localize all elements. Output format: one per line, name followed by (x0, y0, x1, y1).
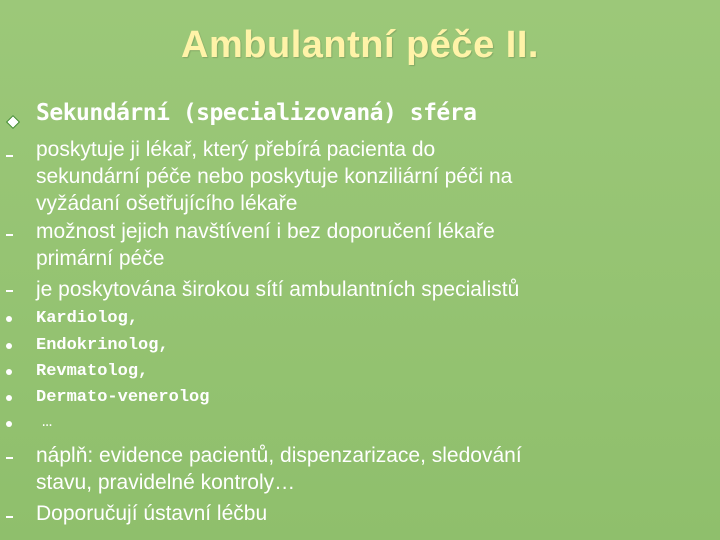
round-bullet-icon (6, 369, 12, 375)
list-item-line: poskytuje ji lékař, který přebírá pacienta do (36, 138, 436, 161)
section-heading (0, 100, 720, 136)
round-bullet-icon (6, 316, 12, 322)
specialist-item: Endokrinolog, (36, 336, 169, 355)
list-item-line: možnost jejich navštívení i bez doporučení lékaře (36, 220, 495, 243)
dash-bullet-icon (6, 155, 13, 157)
round-bullet-icon (6, 343, 12, 349)
list-item-line: je poskytována širokou sítí ambulantních specialistů (36, 278, 520, 301)
list-item-line: Doporučují ústavní léčbu (36, 502, 268, 525)
list-item-line: náplň: evidence pacientů, dispenzarizace, sledování (36, 444, 522, 467)
dash-bullet-icon (6, 234, 13, 236)
list-item-line: stavu, pravidelné kontroly… (36, 471, 296, 494)
section-heading-text: Sekundární (specializovaná) sféra (36, 100, 477, 126)
dash-bullet-icon (6, 516, 13, 518)
list-item-line: vyžádaní ošetřujícího lékaře (36, 192, 298, 215)
diamond-bullet-icon (6, 115, 20, 129)
round-bullet-icon (6, 421, 12, 427)
dash-bullet-icon (6, 290, 13, 292)
list-item-line: primární péče (36, 247, 165, 270)
slide-title: Ambulantní péče II. (181, 24, 539, 66)
round-bullet-icon (6, 395, 12, 401)
specialist-item: Revmatolog, (36, 362, 149, 381)
dash-bullet-icon (6, 457, 13, 459)
specialist-item: Kardiolog, (36, 309, 139, 328)
list-item-line: sekundární péče nebo poskytuje konziliární péči na (36, 165, 513, 188)
specialist-item: … (42, 413, 53, 432)
specialist-item: Dermato-venerolog (36, 388, 210, 407)
